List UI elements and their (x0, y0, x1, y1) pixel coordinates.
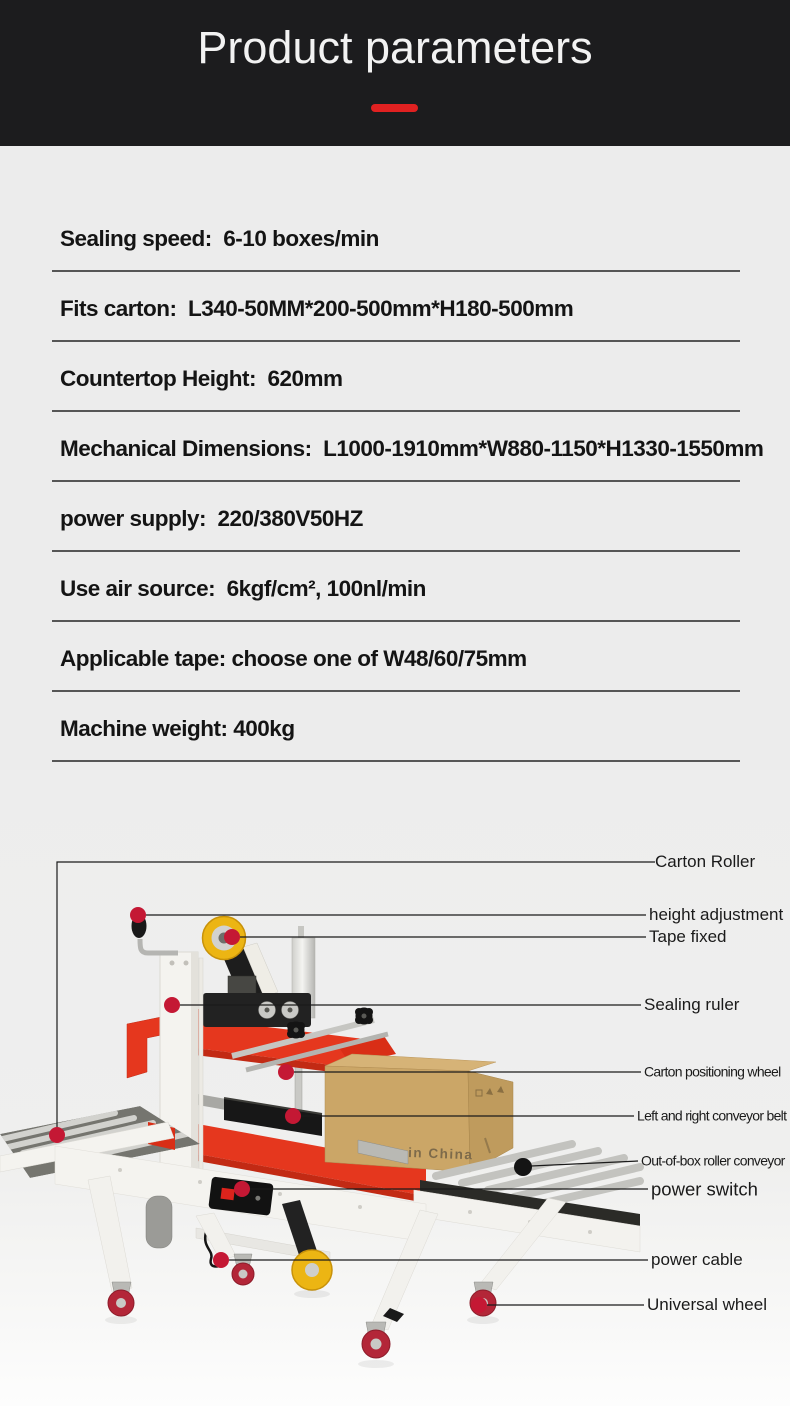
marker-sealing-ruler (164, 997, 180, 1013)
callout-label-carton-roller: Carton Roller (655, 852, 756, 872)
callout-label-power-switch: power switch (651, 1178, 758, 1200)
positioning-knob (287, 1022, 305, 1039)
callout-label-carton-positioning-wheel: Carton positioning wheel (644, 1063, 781, 1080)
box-print-text: in China (407, 1145, 474, 1163)
caster-wheel (232, 1254, 254, 1285)
callout-label-left-right-conveyor-belt: Left and right conveyor belt (637, 1107, 787, 1124)
parameter-list (0, 146, 790, 770)
marker-height-adjustment (130, 907, 146, 923)
callout-label-height-adjustment: height adjustment (649, 905, 784, 925)
callout-label-tape-fixed: Tape fixed (649, 927, 727, 947)
motor-cylinder (146, 1196, 172, 1248)
marker-carton-roller (49, 1127, 65, 1143)
parameter-text: Machine weight: 400kg (60, 716, 295, 741)
positioning-knob (355, 1008, 373, 1025)
marker-universal-wheel (471, 1297, 487, 1313)
marker-out-of-box-roller-conveyor (514, 1158, 532, 1176)
parameter-text: Sealing speed: 6-10 boxes/min (60, 226, 379, 251)
parameter-row-machine-weight (52, 692, 740, 762)
callout-label-universal-wheel: Universal wheel (647, 1295, 767, 1315)
callout-label-power-cable: power cable (651, 1250, 743, 1270)
marker-left-right-conveyor-belt (285, 1108, 301, 1124)
parameter-text: Countertop Height: 620mm (60, 366, 343, 391)
marker-power-cable (213, 1252, 229, 1268)
parameter-row-applicable-tape (52, 622, 740, 692)
machine-diagram-section (0, 770, 790, 1406)
mast-column (160, 952, 203, 1192)
callout-label-out-of-box-roller-conveyor: Out-of-box roller conveyor (641, 1152, 785, 1169)
marker-carton-positioning-wheel (278, 1064, 294, 1080)
page-title: Product parameters (197, 22, 593, 73)
callout-label-sealing-ruler: Sealing ruler (644, 995, 740, 1015)
parameter-text: Applicable tape: choose one of W48/60/75mm (60, 646, 527, 671)
parameter-text: power supply: 220/380V50HZ (60, 506, 363, 531)
marker-tape-fixed (224, 929, 240, 945)
parameter-row-fits-carton (52, 272, 740, 342)
marker-power-switch (234, 1181, 250, 1197)
parameter-row-air-source (52, 552, 740, 622)
parameter-row-power-supply (52, 482, 740, 552)
parameter-row-sealing-speed (52, 202, 740, 272)
yellow-guide-wheel (292, 1250, 332, 1290)
header-banner (0, 0, 790, 146)
parameter-row-mechanical-dimensions (52, 412, 764, 482)
title-underline-dash (371, 104, 418, 112)
parameter-text: Use air source: 6kgf/cm², 100nl/min (60, 576, 426, 601)
parameter-text: Fits carton: L340-50MM*200-500mm*H180-500mm (60, 296, 574, 321)
parameter-text: Mechanical Dimensions: L1000-1910mm*W880-1150*H1330-1550mm (60, 436, 764, 461)
floor-reflections (105, 1290, 499, 1368)
parameter-row-countertop-height (52, 342, 740, 412)
